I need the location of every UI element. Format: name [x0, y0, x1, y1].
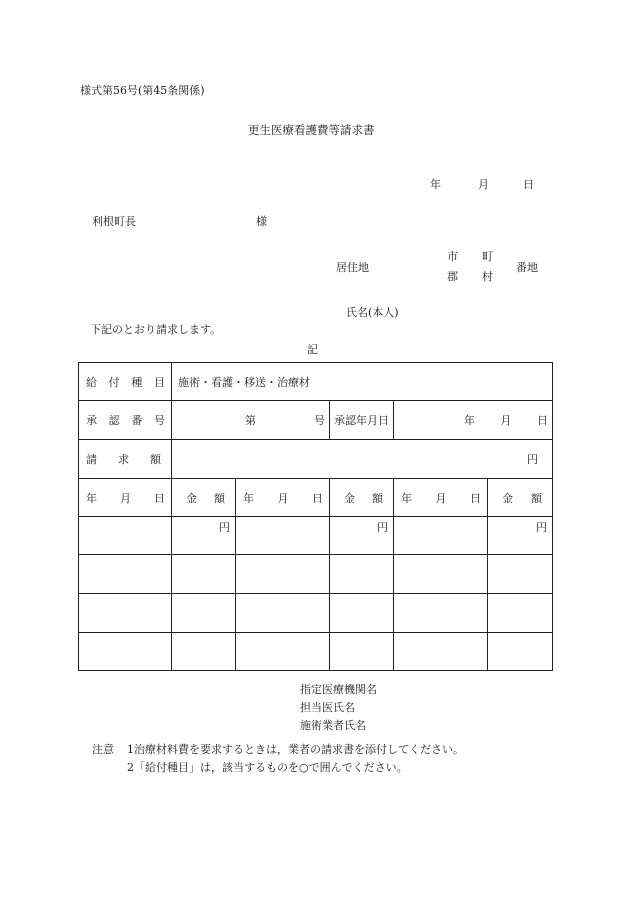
table-row: [79, 594, 553, 633]
row-benefit-type: [79, 363, 553, 401]
claim-amount-label: 請 求 額: [79, 440, 172, 479]
form-title: 更生医療看護費等請求書: [248, 123, 375, 137]
approval-date-field[interactable]: 年 月 日: [394, 401, 553, 440]
entry-amount-cell[interactable]: [488, 633, 553, 671]
entry-amount-cell[interactable]: 円: [172, 517, 236, 555]
ki-label: 記: [307, 343, 318, 356]
table-row: [79, 517, 553, 555]
approval-date-label: 承認年月日: [330, 401, 394, 440]
entry-date-cell[interactable]: [79, 594, 172, 633]
entry-date-cell[interactable]: [394, 555, 488, 594]
address-county: 郡: [447, 270, 458, 283]
claim-table: [78, 362, 553, 671]
entry-date-cell[interactable]: [79, 555, 172, 594]
date-year-label: 年: [430, 178, 441, 191]
approval-number-field[interactable]: 第 号: [172, 401, 330, 440]
header-amount-3: 金 額: [488, 479, 553, 517]
address-label: 居住地: [336, 261, 369, 274]
entry-amount-cell[interactable]: [172, 633, 236, 671]
entry-amount-cell[interactable]: 円: [488, 517, 553, 555]
addressee-name: 利根町長: [92, 215, 136, 228]
note-2: 2「給付種目」は，該当するものを○で囲んでください。: [127, 761, 408, 774]
header-amount-1: 金 額: [172, 479, 236, 517]
benefit-type-label: 給 付 種 目: [79, 363, 172, 401]
entry-amount-cell[interactable]: [488, 594, 553, 633]
entry-date-cell[interactable]: [79, 517, 172, 555]
address-town: 町: [482, 250, 493, 263]
entry-date-cell[interactable]: [79, 633, 172, 671]
entry-amount-cell[interactable]: [172, 555, 236, 594]
address-village: 村: [482, 270, 493, 283]
entry-date-cell[interactable]: [236, 633, 330, 671]
note-1: 1治療材料費を要求するときは，業者の請求書を添付してください。: [127, 743, 464, 756]
entry-amount-cell[interactable]: [330, 594, 394, 633]
date-month-label: 月: [478, 178, 489, 191]
row-claim-amount: [79, 440, 553, 479]
doctor-label: 担当医氏名: [300, 701, 355, 714]
entry-amount-cell[interactable]: [330, 633, 394, 671]
entry-amount-cell[interactable]: 円: [330, 517, 394, 555]
notes-label: 注意: [92, 743, 114, 756]
entry-date-cell[interactable]: [394, 633, 488, 671]
row-column-headers: [79, 479, 553, 517]
header-date-1: 年 月 日: [79, 479, 172, 517]
entry-amount-cell[interactable]: [172, 594, 236, 633]
practitioner-label: 施術業者氏名: [300, 719, 366, 732]
entry-date-cell[interactable]: [236, 517, 330, 555]
address-city: 市: [447, 250, 458, 263]
header-date-3: 年 月 日: [394, 479, 488, 517]
header-amount-2: 金 額: [330, 479, 394, 517]
benefit-type-value[interactable]: 施術・看護・移送・治療材: [172, 363, 553, 401]
table-row: [79, 633, 553, 671]
table-row: [79, 555, 553, 594]
claim-amount-field[interactable]: 円: [172, 440, 553, 479]
header-date-2: 年 月 日: [236, 479, 330, 517]
entry-date-cell[interactable]: [394, 594, 488, 633]
address-banchi: 番地: [516, 261, 538, 274]
entry-date-cell[interactable]: [236, 555, 330, 594]
addressee-honorific: 様: [256, 215, 267, 228]
institution-label: 指定医療機関名: [300, 683, 377, 696]
date-day-label: 日: [523, 178, 534, 191]
entry-amount-cell[interactable]: [330, 555, 394, 594]
entry-date-cell[interactable]: [236, 594, 330, 633]
entry-date-cell[interactable]: [394, 517, 488, 555]
request-text: 下記のとおり請求します。: [90, 323, 222, 336]
form-number: 様式第56号(第45条関係): [80, 84, 205, 97]
row-approval-number: [79, 401, 553, 440]
entry-amount-cell[interactable]: [488, 555, 553, 594]
claimant-name-label: 氏名(本人): [346, 306, 399, 319]
approval-number-label: 承 認 番 号: [79, 401, 172, 440]
